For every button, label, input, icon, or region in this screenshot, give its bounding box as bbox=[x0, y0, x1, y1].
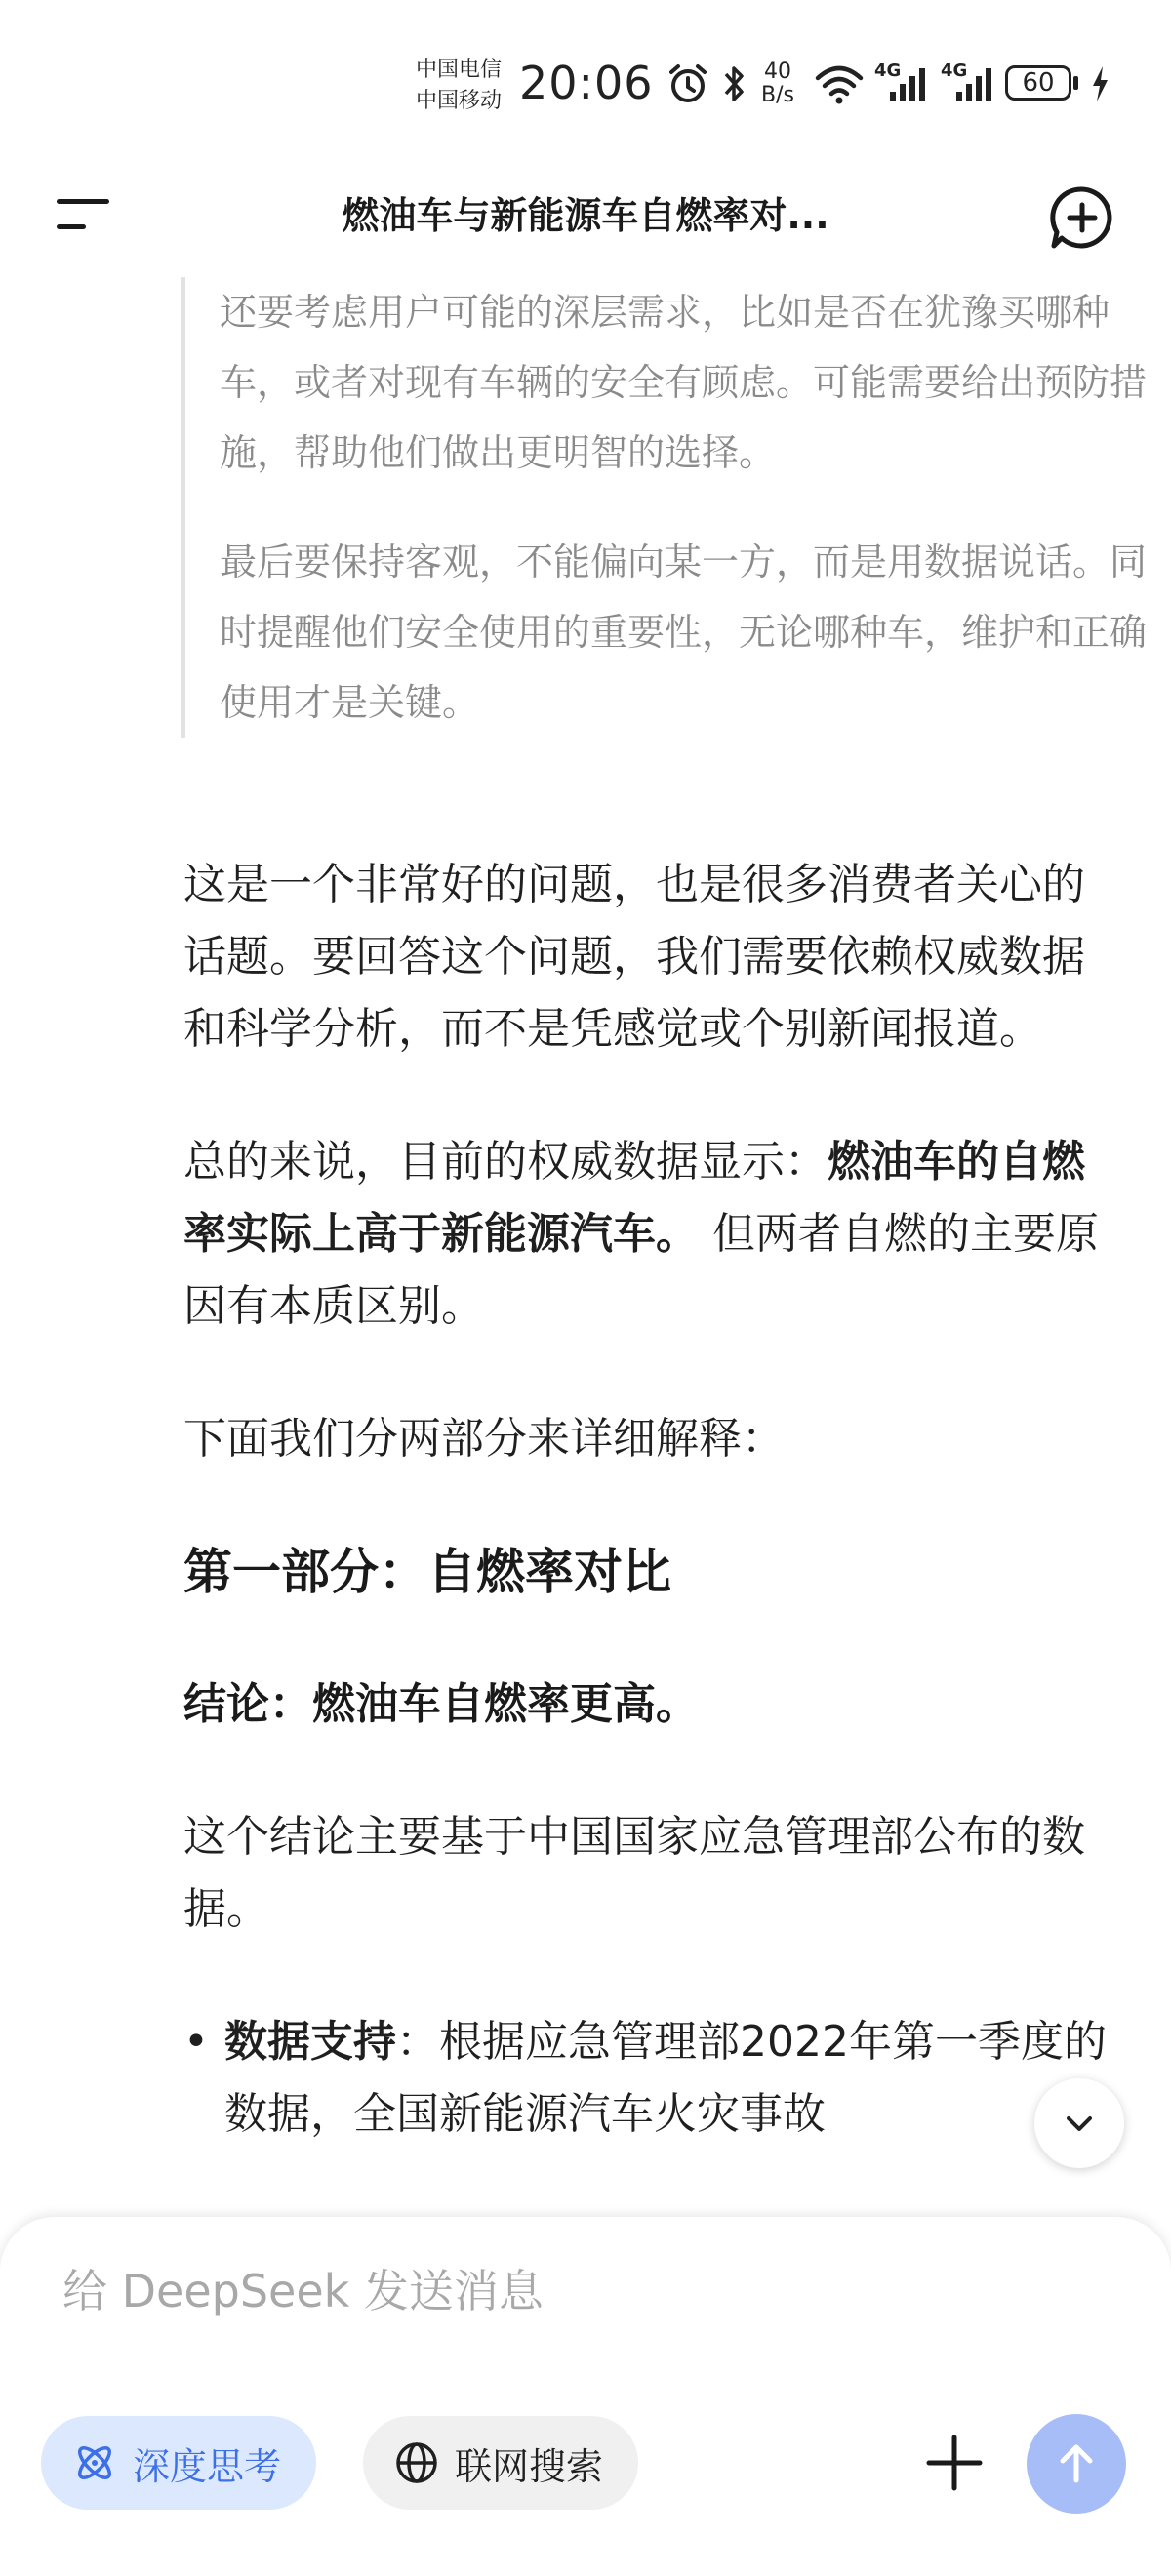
chat-content[interactable] bbox=[0, 263, 1171, 2205]
summary-bold: 燃油车的自燃率实际上高于新能源汽车。 bbox=[183, 1137, 1085, 1259]
bluetooth-icon bbox=[720, 60, 747, 107]
signal-bars-icon bbox=[874, 60, 929, 107]
network-speed-unit: B/s bbox=[761, 83, 794, 107]
send-button[interactable] bbox=[1027, 2414, 1126, 2514]
web-search-label: 联网搜索 bbox=[455, 2444, 604, 2488]
app-header bbox=[0, 166, 1171, 263]
cellular-signal-2 bbox=[941, 60, 995, 107]
signal-bars-icon bbox=[941, 60, 995, 107]
bullet-dot: • bbox=[183, 2017, 209, 2067]
answer-paragraph: 这个结论主要基于中国国家应急管理部公布的数据。 bbox=[183, 1812, 1085, 1934]
conclusion-heading: 结论：燃油车自燃率更高。 bbox=[183, 1679, 699, 1729]
network-type-2: 4G bbox=[941, 60, 968, 81]
carrier-1: 中国电信 bbox=[416, 58, 503, 82]
carrier-2: 中国移动 bbox=[416, 89, 503, 113]
page-title: 燃油车与新能源车自燃率对... bbox=[342, 194, 829, 237]
answer-paragraph: 下面我们分两部分来详细解释： bbox=[183, 1414, 785, 1464]
bullet-text: ：根据应急管理部2022年第一季度的数据，全国新能源汽车火灾事故 bbox=[224, 2017, 1107, 2139]
atom-icon bbox=[70, 2438, 119, 2487]
answer-summary bbox=[183, 1126, 1120, 1343]
network-type-1: 4G bbox=[874, 60, 902, 81]
battery-indicator: 60 bbox=[1005, 65, 1071, 101]
clock: 20:06 bbox=[519, 57, 654, 109]
plus-icon[interactable] bbox=[925, 2434, 984, 2492]
thinking-paragraph: 最后要保持客观，不能偏向某一方，而是用数据说话。同时提醒他们安全使用的重要性，无论哪种车，维护和正确使用才是关键。 bbox=[220, 541, 1148, 724]
new-chat-icon[interactable] bbox=[1048, 183, 1116, 252]
answer-paragraph: 这是一个非常好的问题，也是很多消费者关心的话题。要回答这个问题，我们需要依赖权威数据和科学分析，而不是凭感觉或个别新闻报道。 bbox=[183, 860, 1085, 1054]
summary-prefix: 总的来说，目前的权威数据显示： bbox=[183, 1137, 828, 1187]
summary-suffix: 但两者自燃的主要原因有本质区别。 bbox=[183, 1209, 1099, 1331]
carrier-names bbox=[416, 55, 502, 117]
bullet-label: 数据支持 bbox=[224, 2017, 396, 2067]
scroll-down-button[interactable] bbox=[1034, 2078, 1124, 2168]
battery-tip bbox=[1073, 76, 1078, 90]
cellular-signal-1 bbox=[874, 60, 929, 107]
list-item bbox=[183, 2006, 1120, 2151]
arrow-up-icon bbox=[1052, 2439, 1101, 2488]
alarm-icon bbox=[666, 60, 709, 107]
message-input-panel bbox=[0, 2217, 1171, 2576]
thinking-paragraph: 还要考虑用户可能的深层需求，比如是否在犹豫买哪种车，或者对现有车辆的安全有顾虑。可能需要给出预防措施，帮助他们做出更明智的选择。 bbox=[220, 291, 1148, 474]
thinking-block bbox=[181, 277, 1171, 738]
deep-think-toggle[interactable] bbox=[41, 2416, 316, 2510]
network-speed bbox=[761, 60, 794, 107]
menu-icon[interactable] bbox=[55, 191, 113, 240]
deep-think-label: 深度思考 bbox=[133, 2444, 282, 2488]
globe-icon bbox=[392, 2438, 441, 2487]
status-bar bbox=[0, 0, 1171, 166]
web-search-toggle[interactable] bbox=[363, 2416, 638, 2510]
section-heading: 第一部分：自燃率对比 bbox=[183, 1544, 671, 1600]
assistant-answer bbox=[183, 849, 1120, 2151]
network-speed-value: 40 bbox=[763, 60, 791, 84]
wifi-icon bbox=[814, 60, 865, 107]
chevron-down-icon bbox=[1060, 2104, 1099, 2143]
charging-icon bbox=[1087, 60, 1112, 107]
message-input[interactable]: 给 DeepSeek 发送消息 bbox=[62, 2265, 544, 2317]
